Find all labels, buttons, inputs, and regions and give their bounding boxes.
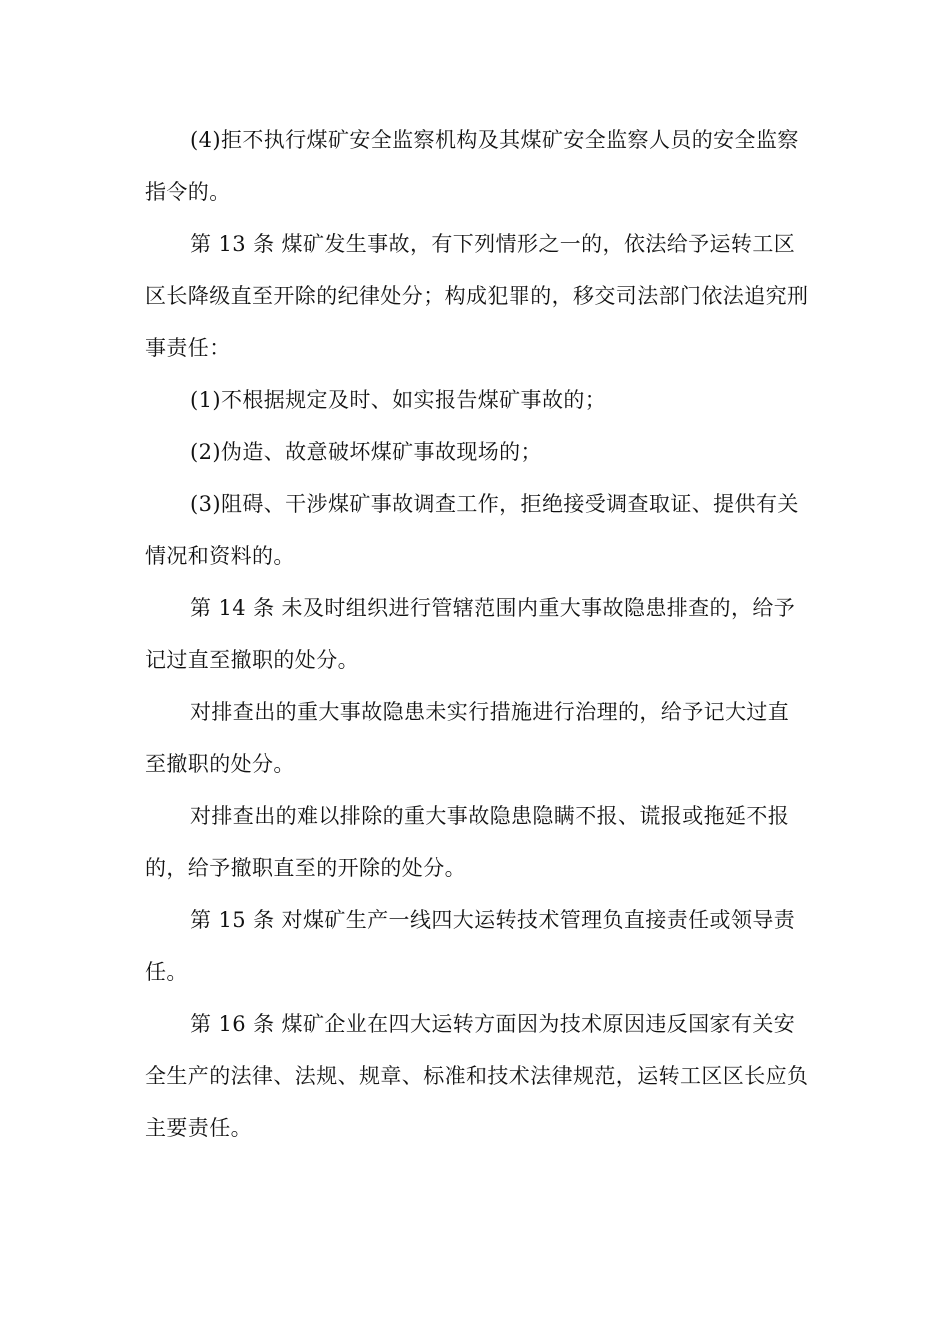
paragraph-article-16: 第 16 条 煤矿企业在四大运转方面因为技术原因违反国家有关安全生产的法律、法规、规章、标准和技术法律规范，运转工区区长应负主要责任。 [145,1012,809,1140]
paragraph-clause-1: (1)不根据规定及时、如实报告煤矿事故的； [190,388,607,412]
paragraph-article-14-b: 对排查出的重大事故隐患未实行措施进行治理的，给予记大过直至撤职的处分。 [145,700,790,776]
paragraph-article-13: 第 13 条 煤矿发生事故，有下列情形之一的，依法给予运转工区区长降级直至开除的纪律处分；构成犯罪的，移交司法部门依法追究刑事责任： [145,232,809,360]
paragraph-clause-3: (3)阻碍、干涉煤矿事故调查工作，拒绝接受调查取证、提供有关情况和资料的。 [145,492,799,568]
paragraph-clause-4: (4)拒不执行煤矿安全监察机构及其煤矿安全监察人员的安全监察指令的。 [145,128,799,204]
document-body [145,114,810,1154]
paragraph-clause-2: (2)伪造、故意破坏煤矿事故现场的； [190,440,542,464]
paragraph-article-15: 第 15 条 对煤矿生产一线四大运转技术管理负直接责任或领导责任。 [145,908,796,984]
paragraph-article-14-c: 对排查出的难以排除的重大事故隐患隐瞒不报、谎报或拖延不报的，给予撤职直至的开除的处分。 [145,804,790,880]
paragraph-article-14: 第 14 条 未及时组织进行管辖范围内重大事故隐患排查的，给予记过直至撤职的处分。 [145,596,796,672]
